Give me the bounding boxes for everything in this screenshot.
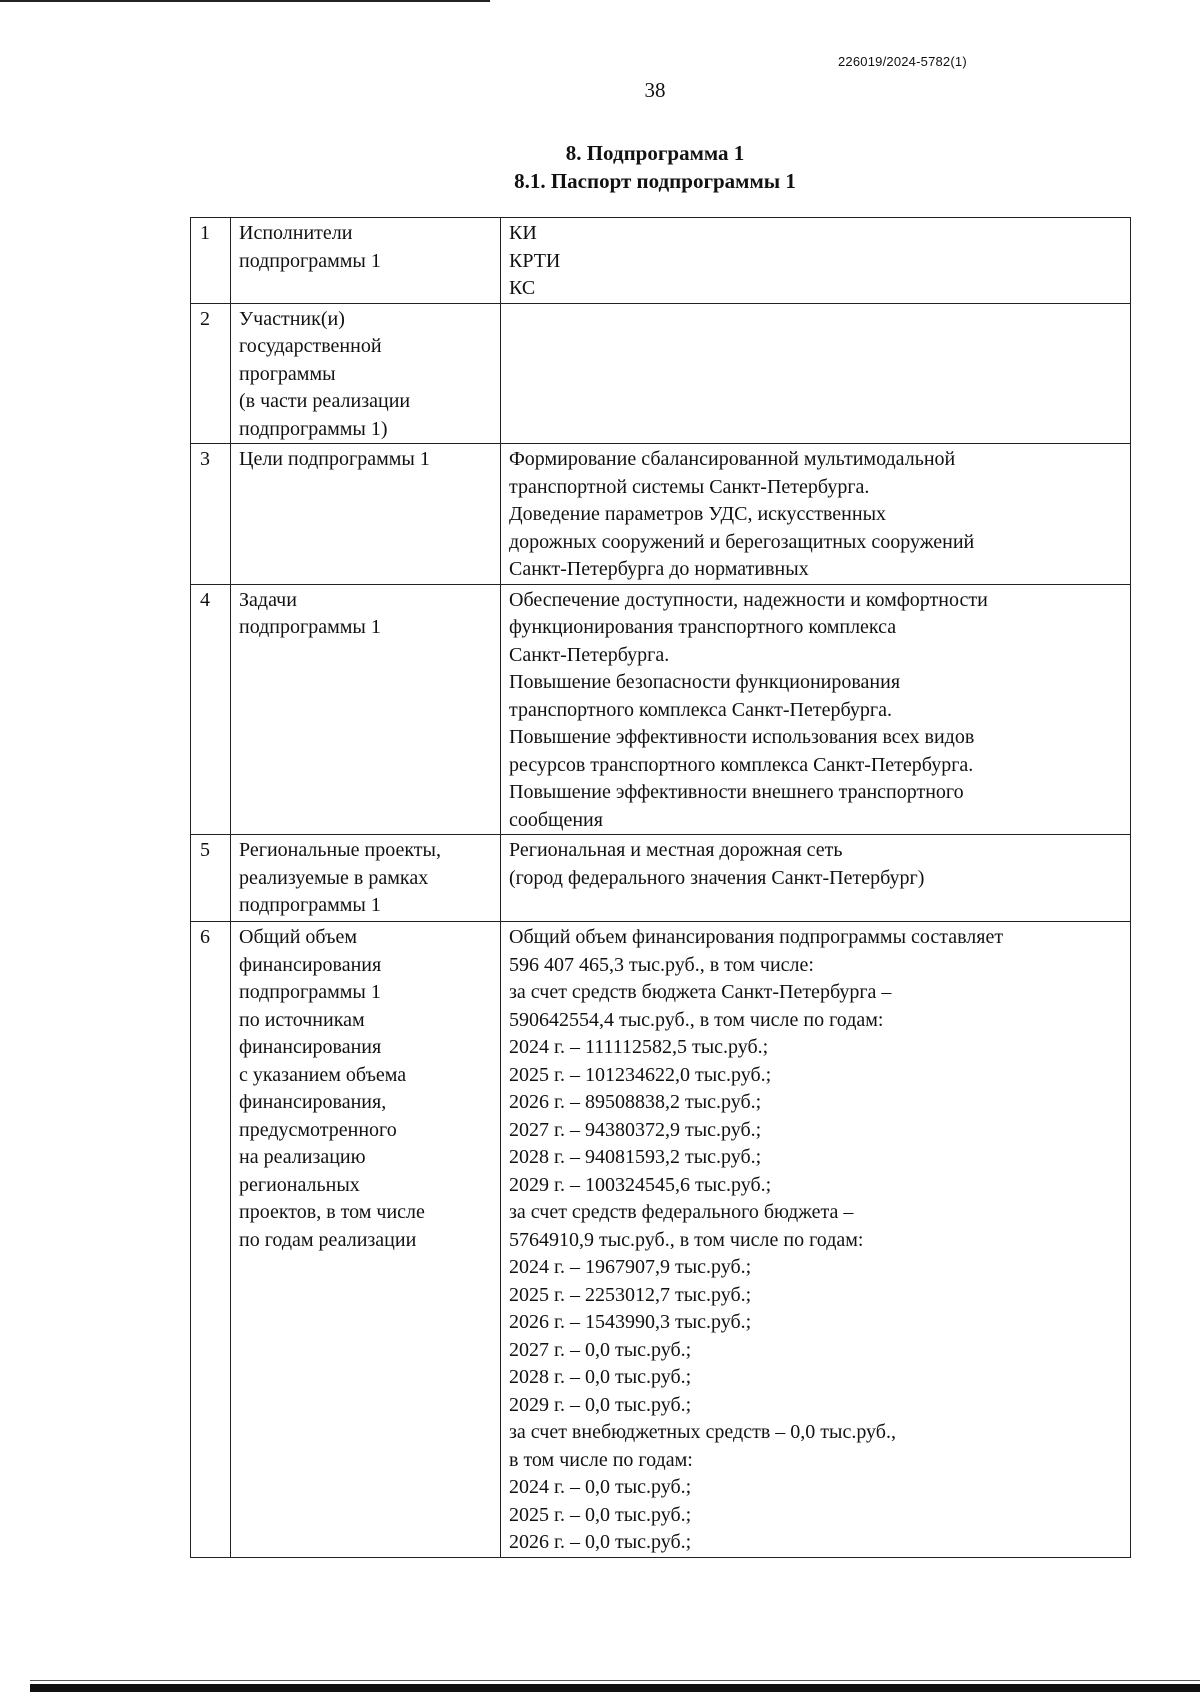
row-value-line: КРТИ: [509, 249, 561, 272]
row-label-line: проектов, в том числе: [239, 1201, 425, 1223]
row-label-line: программы: [239, 362, 336, 385]
row-value-line: 596 407 465,3 тыс.руб., в том числе:: [509, 953, 814, 976]
row-label-line: по источникам: [239, 1008, 365, 1031]
table-row: [191, 584, 1131, 835]
row-value-line: транспортной системы Санкт-Петербурга.: [509, 475, 870, 498]
row-value-line: сообщения: [509, 808, 603, 831]
row-value: [501, 835, 1131, 922]
row-value-line: за счет средств бюджета Санкт-Петербурга –: [509, 981, 892, 1003]
row-value-line: 2024 г. – 1967907,9 тыс.руб.;: [509, 1256, 752, 1278]
document-registration-number: 226019/2024-5782(1): [838, 54, 967, 69]
table-row: [191, 922, 1131, 1558]
table-row: [191, 835, 1131, 922]
row-value-line: 590642554,4 тыс.руб., в том числе по годам:: [509, 1008, 884, 1031]
row-value-line: 2025 г. – 2253012,7 тыс.руб.;: [509, 1283, 752, 1306]
row-value: [501, 584, 1131, 835]
row-label-line: подпрограммы 1: [239, 249, 381, 272]
row-value-line: в том числе по годам:: [509, 1448, 693, 1471]
row-label: [231, 584, 501, 835]
row-label-line: подпрограммы 1: [239, 981, 381, 1003]
passport-table-body: [191, 218, 1131, 1558]
row-value-line: 2029 г. – 100324545,6 тыс.руб.;: [509, 1173, 772, 1196]
row-number: 6: [191, 922, 231, 1558]
row-value-line: Формирование сбалансированной мультимодальной: [509, 448, 956, 470]
row-value-empty: [501, 303, 1131, 444]
row-number: 1: [191, 218, 231, 304]
row-label: [231, 444, 501, 585]
row-value-line: Доведение параметров УДС, искусственных: [509, 503, 887, 525]
row-label-line: финансирования: [239, 953, 382, 976]
scan-top-edge: [0, 0, 490, 2]
row-value-line: Региональная и местная дорожная сеть: [509, 839, 843, 861]
row-number: 4: [191, 584, 231, 835]
row-label-line: Региональные проекты,: [239, 839, 441, 861]
row-label-line: Исполнители: [239, 222, 353, 244]
row-value-line: дорожных сооружений и берегозащитных сооружений: [509, 530, 975, 553]
row-label-line: региональных: [239, 1173, 360, 1196]
row-value-line: 2025 г. – 101234622,0 тыс.руб.;: [509, 1063, 772, 1086]
row-label: [231, 303, 501, 444]
row-label: [231, 835, 501, 922]
row-value-line: 2026 г. – 1543990,3 тыс.руб.;: [509, 1311, 752, 1333]
row-value: [501, 218, 1131, 304]
row-label-line: реализуемые в рамках: [239, 866, 429, 889]
row-value: [501, 922, 1131, 1558]
row-value-line: (город федерального значения Санкт-Петербург): [509, 866, 925, 889]
page-number: 38: [644, 78, 666, 102]
row-value-line: 2029 г. – 0,0 тыс.руб.;: [509, 1393, 692, 1416]
row-label-line: Задачи: [239, 588, 297, 611]
row-label: [231, 922, 501, 1558]
row-label: [231, 218, 501, 304]
table-row: [191, 218, 1131, 304]
row-value-line: Санкт-Петербурга.: [509, 643, 670, 666]
row-value: [501, 444, 1131, 585]
row-value-line: 2025 г. – 0,0 тыс.руб.;: [509, 1503, 692, 1526]
scan-bottom-edge-thin: [30, 1680, 1200, 1681]
row-label-line: Общий объем: [239, 926, 357, 948]
row-value-line: ресурсов транспортного комплекса Санкт-Петербурга.: [509, 753, 974, 776]
row-value-line: 2028 г. – 0,0 тыс.руб.;: [509, 1366, 692, 1388]
subsection-title: 8.1. Паспорт подпрограммы 1: [514, 169, 796, 193]
row-value-line: Повышение эффективности внешнего транспортного: [509, 781, 964, 803]
row-value-line: КИ: [509, 222, 537, 244]
row-label-line: подпрограммы 1): [239, 417, 388, 440]
table-row: [191, 444, 1131, 585]
row-value-line: Общий объем финансирования подпрограммы составляет: [509, 926, 1004, 948]
row-value-line: 2024 г. – 111112582,5 тыс.руб.;: [509, 1036, 769, 1058]
row-label-line: на реализацию: [239, 1146, 366, 1168]
row-value-line: 2028 г. – 94081593,2 тыс.руб.;: [509, 1146, 762, 1168]
row-value-line: 2024 г. – 0,0 тыс.руб.;: [509, 1476, 692, 1498]
row-value-line: 2026 г. – 0,0 тыс.руб.;: [509, 1531, 692, 1553]
row-value-line: 2026 г. – 89508838,2 тыс.руб.;: [509, 1091, 762, 1113]
row-value-line: 5764910,9 тыс.руб., в том числе по годам:: [509, 1228, 864, 1251]
row-value-line: 2027 г. – 94380372,9 тыс.руб.;: [509, 1118, 762, 1141]
section-title: 8. Подпрограмма 1: [565, 141, 745, 165]
row-value-line: КС: [509, 277, 536, 299]
row-label-line: подпрограммы 1: [239, 894, 381, 916]
row-label-line: Цели подпрограммы 1: [239, 448, 430, 470]
row-value-line: транспортного комплекса Санкт-Петербурга.: [509, 698, 892, 721]
row-label-line: предусмотренного: [239, 1118, 397, 1141]
row-label-line: финансирования,: [239, 1091, 387, 1113]
row-value-line: Повышение эффективности использования всех видов: [509, 726, 975, 748]
subprogram-passport-table: [190, 217, 1131, 1558]
row-value-line: 2027 г. – 0,0 тыс.руб.;: [509, 1338, 692, 1361]
scan-bottom-edge: [30, 1684, 1200, 1692]
row-label-line: Участник(и): [239, 307, 345, 330]
row-label-line: (в части реализации: [239, 390, 411, 412]
row-label-line: государственной: [239, 335, 382, 357]
row-number: 3: [191, 444, 231, 585]
row-value-line: Повышение безопасности функционирования: [509, 671, 901, 693]
row-number: 2: [191, 303, 231, 444]
row-value-line: Обеспечение доступности, надежности и комфортности: [509, 588, 988, 611]
table-row: [191, 303, 1131, 444]
row-label-line: подпрограммы 1: [239, 616, 381, 638]
row-label-line: с указанием объема: [239, 1063, 407, 1086]
row-number: 5: [191, 835, 231, 922]
row-value-line: функционирования транспортного комплекса: [509, 616, 897, 638]
row-value-line: за счет внебюджетных средств – 0,0 тыс.руб.,: [509, 1421, 896, 1443]
row-value-line: Санкт-Петербурга до нормативных: [509, 558, 809, 580]
row-label-line: финансирования: [239, 1036, 382, 1058]
row-label-line: по годам реализации: [239, 1228, 417, 1251]
row-value-line: за счет средств федерального бюджета –: [509, 1201, 854, 1223]
